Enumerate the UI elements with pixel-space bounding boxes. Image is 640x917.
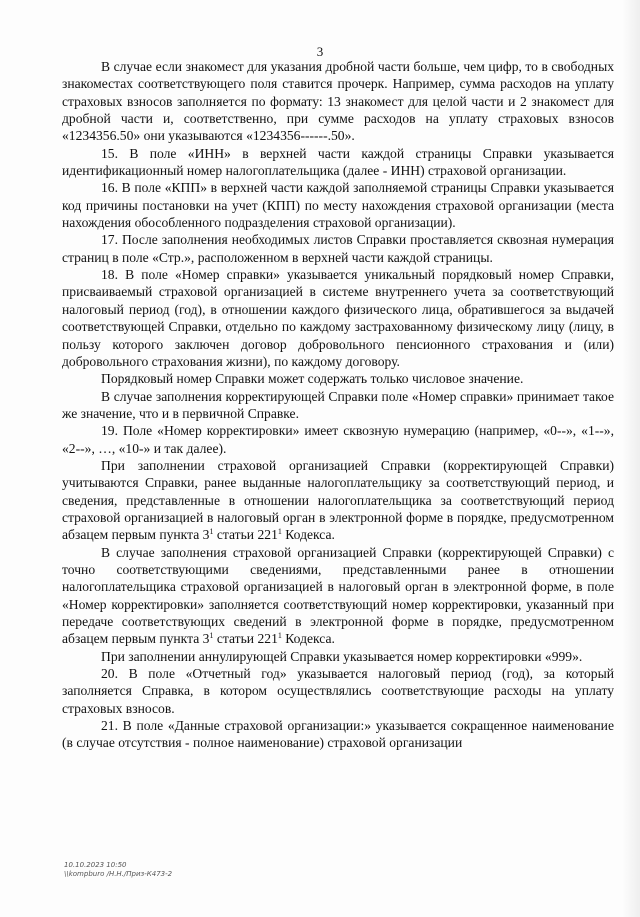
footer-path: \\kompburo /Н.Н./Приз-К473-2 [64, 870, 173, 878]
page-number: 3 [316, 44, 324, 59]
paragraph-corrective-certificate: В случае заполнения корректирующей Справки поле «Номер справки» принимает такое же значение, что и в первичной Справке. [62, 388, 614, 421]
footer-stamp [64, 861, 172, 879]
paragraph-corrective-filling [62, 457, 614, 544]
paragraph-20-reporting-year: 20. В поле «Отчетный год» указывается налоговый период (год), за который заполняется Справка, в котором осуществлялись соответствующие расходы на уплату страховых взносов. [62, 666, 614, 716]
superscript: 1 [209, 631, 214, 641]
paragraph-15-inn: 15. В поле «ИНН» в верхней части каждой страницы Справки указывается идентификационный номер налогоплательщика (далее - ИНН) страховой организации. [62, 145, 614, 179]
superscript: 1 [277, 631, 282, 641]
superscript: 1 [209, 527, 214, 537]
paragraph-19-correction-number: 19. Поле «Номер корректировки» имеет сквозную нумерацию (например, «0--», «1--», «2--», …, «10-» и так далее). [62, 423, 614, 456]
superscript: 1 [277, 527, 282, 537]
paragraph-18-certificate-number: 18. В поле «Номер справки» указывается уникальный порядковый номер Справки, присваиваемый страховой организацией в системе внутреннего учета за соответствующий налоговый период (год), в отношении каждого физического лица, обратившегося за выдачей соответствующей Справки, отдельно по каждому застрахованному физическому лицу (лицу, в пользу которого заключен договор добровольного пенсионного страхования и (или) добровольного страхования жизни), по каждому договору. [62, 267, 614, 369]
paragraph-17-page-numbering: 17. После заполнения необходимых листов Справки проставляется сквозная нумерация страниц в поле «Стр.», расположенном в верхней части каждой страницы. [62, 232, 614, 265]
document-body [62, 58, 614, 752]
paragraph-fractional-part: В случае если знакомест для указания дробной части больше, чем цифр, то в свободных знакоместах соответствующего поля ставится прочерк. Например, сумма расходов на уплату страховых взносов заполняется по формату: 13 знакомест для целой части и 2 знакомест для дробной части и, соответственно, при сумме расходов на уплату страховых взносов «1234356.50» они указываются «1234356------.50». [62, 59, 614, 144]
paragraph-text-tail: Кодекса. [281, 527, 335, 543]
paragraph-text: В случае заполнения страховой организацией Справки (корректирующей Справки) с точно соответствующими сведениями, представленными ранее в отношении налогоплательщика страховой организацией в налоговый орган в электронной форме, в поле «Номер корректировки» заполняется соответствующий номер корректировки, указанный при передаче соответствующих сведений в электронной форме в порядке, предусмотренном абзацем первым пункта 3 [62, 544, 614, 647]
paragraph-serial-number-numeric: Порядковый номер Справки может содержать только числовое значение. [101, 371, 524, 387]
paragraph-16-kpp: 16. В поле «КПП» в верхней части каждой заполняемой страницы Справки указывается код причины постановки на учет (КПП) по месту нахождения страховой организации (места нахождения обособленного подразделения страховой организации). [62, 180, 614, 231]
paragraph-text: При заполнении страховой организацией Справки (корректирующей Справки) учитываются Справки, ранее выданные налогоплательщику за соответствующий период, и сведения, представленные в отношении налогоплательщика за соответствующий период страховой организацией в налоговый орган в электронной форме в порядке, предусмотренном абзацем первым пункта 3 [62, 457, 614, 543]
scan-edge-shadow [622, 0, 640, 917]
paragraph-text-tail: статьи 221 [213, 527, 278, 543]
footer-date: 10.10.2023 10:50 [64, 861, 127, 869]
paragraph-matching-data [62, 544, 614, 648]
paragraph-annulling-certificate: При заполнении аннулирующей Справки указывается номер корректировки «999». [101, 648, 583, 664]
paragraph-21-insurer-data: 21. В поле «Данные страховой организации:» указывается сокращенное наименование (в случае отсутствия - полное наименование) страховой организации [62, 718, 614, 751]
paragraph-text-tail: статьи 221 [213, 631, 278, 647]
paragraph-text-tail: Кодекса. [281, 631, 335, 647]
